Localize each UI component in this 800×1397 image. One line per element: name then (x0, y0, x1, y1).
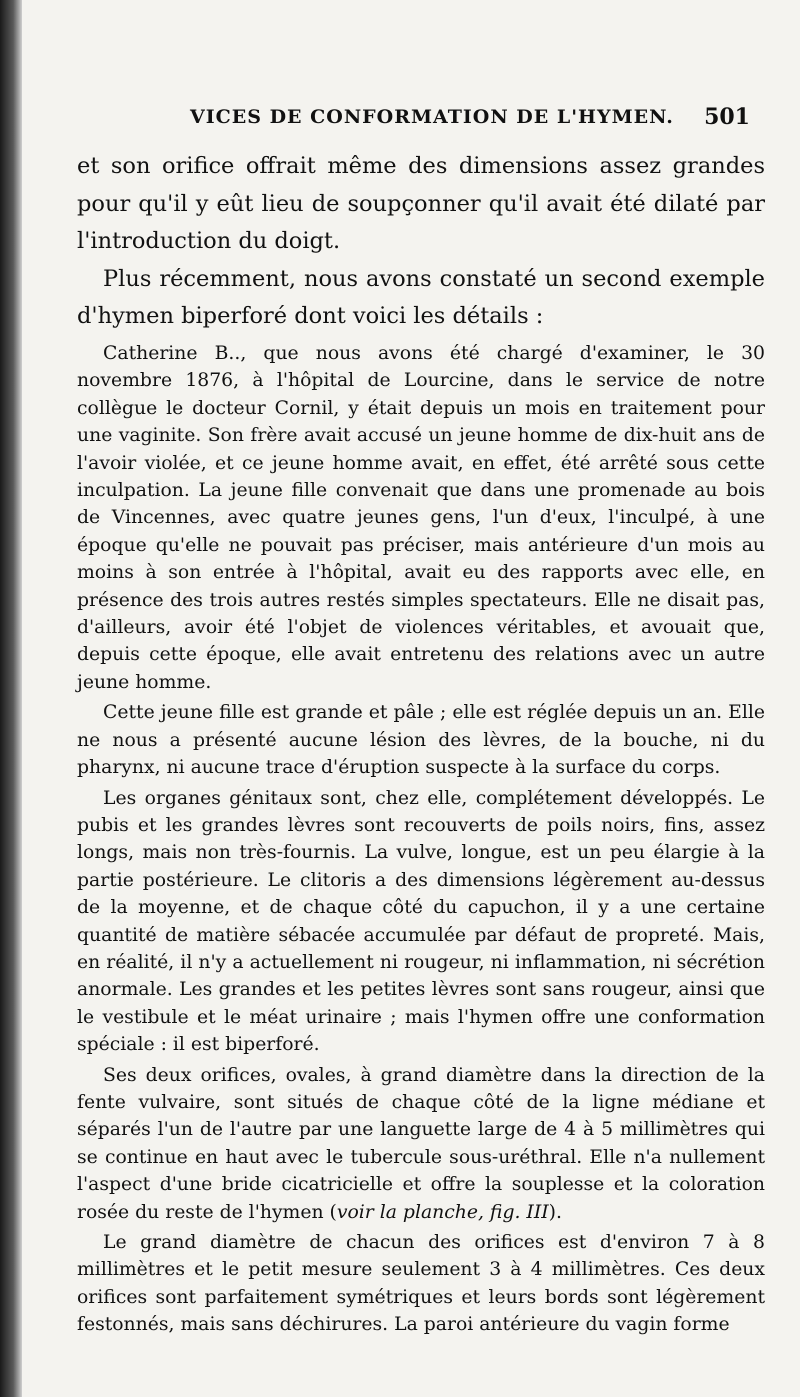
running-title: VICES DE CONFORMATION DE L'HYMEN. (190, 106, 674, 128)
case-paragraph-3: Les organes génitaux sont, chez elle, complétement développés. Le pubis et les grandes lèvres sont recouverts de poils noirs, fins, assez longs, mais non très-fournis. La vulve, longue, est un peu élargie à la partie postérieure. Le clitoris a des dimensions légèrement au-dessus de la moyenne, et de chaque côté du capuchon, il y a une certaine quantité de matière sébacée accumulée par défaut de propreté. Mais, en réalité, il n'y a actuellement ni rougeur, ni inflammation, ni sécrétion anormale. Les grandes et les petites lèvres sont sans rougeur, ainsi que le vestibule et le méat urinaire ; mais l'hymen offre une conformation spéciale : il est biperforé. (77, 787, 765, 1056)
book-spine-shadow (0, 0, 22, 1397)
case-paragraph-5: Le grand diamètre de chacun des orifices est d'environ 7 à 8 millimètres et le petit mesure seulement 3 à 4 millimètres. Ces deux orifices sont parfaitement symétriques et leurs bords sont légèrement festonnés, mais sans déchirures. La paroi antérieure du vagin forme (77, 1232, 765, 1336)
lead-paragraph-1: et son orifice offrait même des dimensions assez grandes pour qu'il y eût lieu de soupçonner qu'il avait été dilaté par l'introduction du doigt. (77, 153, 765, 254)
page-number: 501 (704, 104, 750, 130)
case-paragraph-4-text: Ses deux orifices, ovales, à grand diamètre dans la direction de la fente vulvaire, sont situés de chaque côté de la ligne médiane et séparés l'un de l'autre par une languette large de 4 à 5 millimètres qui se continue en haut avec le tubercule sous-uréthral. Elle n'a nullement l'aspect d'une bride cicatricielle et offre la souplesse et la coloration rosée du reste de l'hymen ( (77, 1064, 765, 1223)
case-paragraph-1: Catherine B.., que nous avons été chargé d'examiner, le 30 novembre 1876, à l'hôpital de Lourcine, dans le service de notre collègue le docteur Cornil, y était depuis un mois en traitement pour une vaginite. Son frère avait accusé un jeune homme de dix-huit ans de l'avoir violée, et ce jeune homme avait, en effet, été arrêté sous cette inculpation. La jeune fille convenait que dans une promenade au bois de Vincennes, avec quatre jeunes gens, l'un d'eux, l'inculpé, à une époque qu'elle ne pouvait pas préciser, mais antérieure d'un mois au moins à son entrée à l'hôpital, avait eu des rapports avec elle, en présence des trois autres restés simples spectateurs. Elle ne disait pas, d'ailleurs, avoir été l'objet de violences véritables, et avouait que, depuis cette époque, elle avait entretenu des relations avec un autre jeune homme. (77, 343, 765, 693)
plate-reference: voir la planche, fig. III (336, 1201, 549, 1223)
lead-paragraph-2: Plus récemment, nous avons constaté un second exemple d'hymen biperforé dont voici les détails : (77, 265, 765, 329)
book-page (22, 0, 800, 1397)
case-paragraph-2: Cette jeune fille est grande et pâle ; elle est réglée depuis un an. Elle ne nous a présenté aucune lésion des lèvres, de la bouche, ni du pharynx, ni aucune trace d'éruption suspecte à la surface du corps. (77, 702, 765, 779)
case-report (77, 340, 765, 1339)
case-paragraph-4 (77, 1062, 765, 1226)
case-paragraph-4-end: ). (548, 1201, 562, 1223)
running-header (172, 104, 750, 134)
lead-text (77, 148, 765, 336)
